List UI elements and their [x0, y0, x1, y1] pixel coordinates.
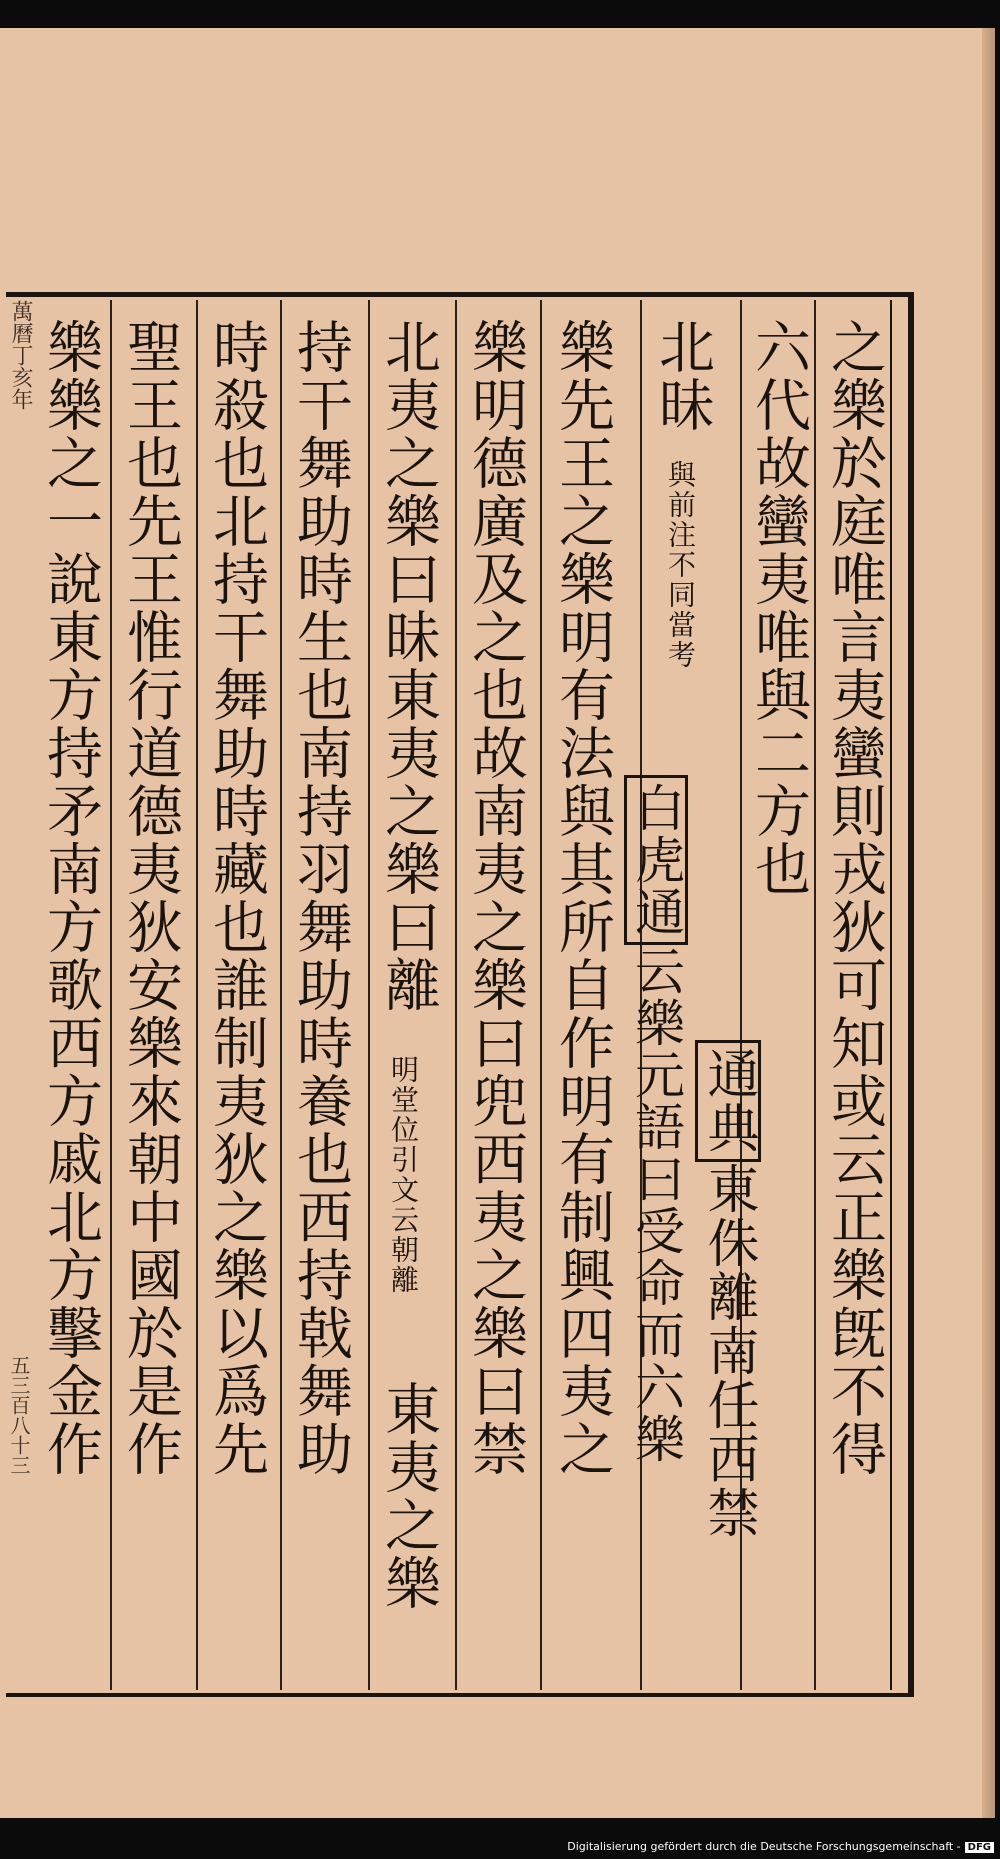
- column-text: 東夷之樂: [376, 1380, 441, 1612]
- text-column-8: [204, 318, 269, 1688]
- annotation-column-6: [387, 1055, 420, 1315]
- footer-text: Digitalisierung gefördert durch die Deutsche Forschungsgemeinschaft -: [567, 1840, 961, 1853]
- boxed-citation: 白虎通: [624, 775, 688, 945]
- column-text: 樂明德廣及之也故南夷之樂曰兜西夷之樂曰禁: [463, 318, 528, 1478]
- column-text: 持干舞助時生也南持羽舞助時養也西持戟舞助: [288, 318, 353, 1478]
- column-text: 北昧: [650, 318, 715, 434]
- small-annotation: 與前注不同當考: [664, 460, 697, 670]
- small-annotation: 明堂位引文云朝離: [387, 1055, 420, 1295]
- column-text: 樂樂之一說東方持矛南方歌西方戚北方擊金作: [38, 318, 103, 1478]
- boxed-citation: 通典: [695, 1040, 761, 1162]
- column-divider: [110, 300, 112, 1690]
- annotation-column-3: [664, 460, 697, 680]
- column-divider: [280, 300, 282, 1690]
- margin-label-top: [2, 300, 36, 410]
- text-column-1: [822, 318, 887, 1688]
- column-text: 之樂於庭唯言夷蠻則戎狄可知或云正樂旣不得: [822, 318, 887, 1478]
- column-divider: [540, 300, 542, 1690]
- margin-text: 萬曆丁亥年: [8, 300, 33, 410]
- dfg-logo: DFG: [965, 1842, 994, 1853]
- text-column-7: [288, 318, 353, 1688]
- text-column-3: [650, 318, 715, 478]
- margin-label-bottom: [4, 1355, 34, 1475]
- text-column-9: [118, 318, 183, 1688]
- column-divider: [814, 300, 816, 1690]
- column-text: 北夷之樂曰昧東夷之樂曰離: [376, 318, 441, 1014]
- column-text: 東侏離南任西禁: [698, 1162, 758, 1540]
- text-column-6: [376, 318, 441, 1038]
- page-number: 五三百八十三: [7, 1355, 31, 1475]
- column-text: 樂先王之樂明有法與其所自作明有制興四夷之: [550, 318, 615, 1478]
- page-edge: [982, 28, 995, 1818]
- column-divider: [455, 300, 457, 1690]
- frame-inner-rule: [890, 300, 892, 1690]
- column-text: 聖王也先王惟行道德夷狄安樂來朝中國於是作: [118, 318, 183, 1478]
- column-divider: [368, 300, 370, 1690]
- column-text: 六代故蠻夷唯與二方也: [746, 318, 811, 898]
- text-column-2b: [698, 1040, 758, 1740]
- text-column-6b: [376, 1380, 441, 1700]
- column-text: 云樂元語曰受命而六樂: [627, 945, 685, 1465]
- text-column-5: [463, 318, 528, 1688]
- footer-credit: [567, 1840, 994, 1853]
- text-column-4: [550, 318, 615, 1688]
- text-column-10: [38, 318, 103, 1688]
- text-column-4b: [627, 775, 686, 1675]
- column-text: 時殺也北持干舞助時藏也誰制夷狄之樂以爲先: [204, 318, 269, 1478]
- column-divider: [196, 300, 198, 1690]
